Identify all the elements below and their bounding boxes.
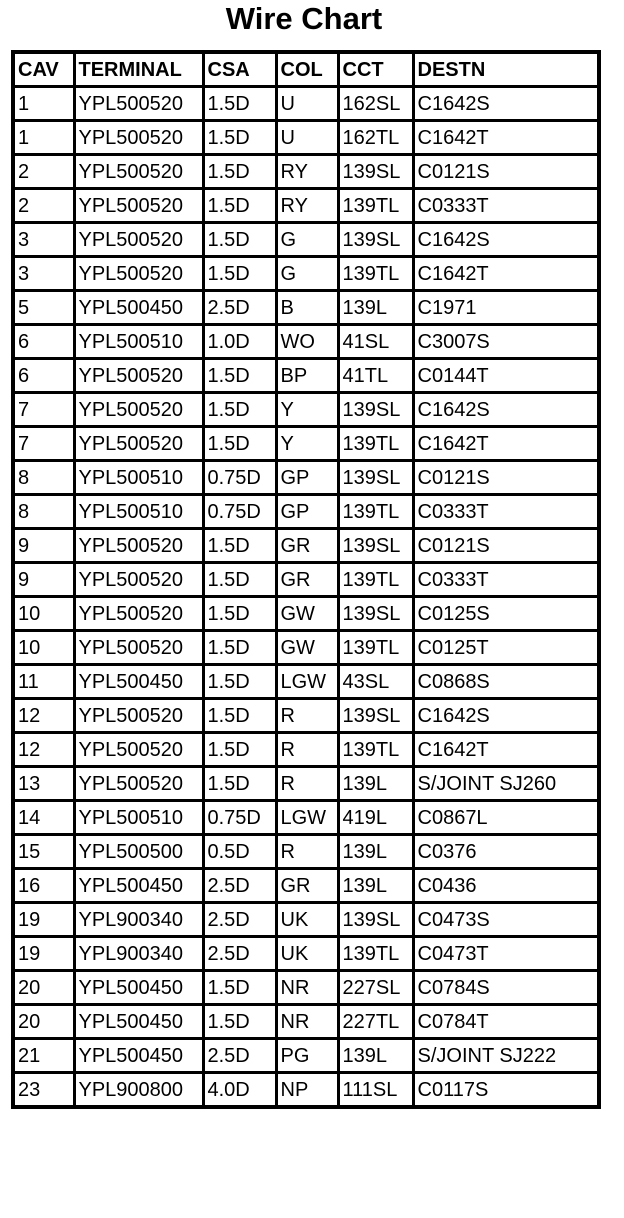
cell-terminal: YPL500520	[74, 155, 203, 189]
cell-cct: 139L	[338, 869, 413, 903]
table-row	[13, 665, 599, 699]
cell-csa: 0.75D	[203, 801, 276, 835]
cell-terminal: YPL500520	[74, 189, 203, 223]
cell-cav: 19	[13, 937, 74, 971]
cell-cct: 139SL	[338, 699, 413, 733]
cell-cav: 15	[13, 835, 74, 869]
cell-destn: C0473S	[413, 903, 599, 937]
table-row	[13, 461, 599, 495]
cell-cav: 9	[13, 529, 74, 563]
table-row	[13, 1039, 599, 1073]
cell-cct: 139SL	[338, 223, 413, 257]
cell-csa: 1.5D	[203, 665, 276, 699]
cell-cav: 10	[13, 631, 74, 665]
cell-terminal: YPL500450	[74, 869, 203, 903]
cell-cct: 227SL	[338, 971, 413, 1005]
table-row	[13, 801, 599, 835]
cell-cct: 162TL	[338, 121, 413, 155]
cell-destn: C1642T	[413, 733, 599, 767]
cell-terminal: YPL500520	[74, 257, 203, 291]
table-row	[13, 699, 599, 733]
table-row	[13, 903, 599, 937]
table-row	[13, 563, 599, 597]
cell-col: GW	[276, 631, 338, 665]
cell-terminal: YPL500450	[74, 291, 203, 325]
cell-destn: C0125T	[413, 631, 599, 665]
cell-col: GP	[276, 461, 338, 495]
cell-terminal: YPL500450	[74, 971, 203, 1005]
cell-cav: 1	[13, 87, 74, 121]
cell-destn: C0436	[413, 869, 599, 903]
table-row	[13, 835, 599, 869]
table-row	[13, 733, 599, 767]
cell-col: LGW	[276, 801, 338, 835]
cell-cav: 21	[13, 1039, 74, 1073]
cell-cct: 41TL	[338, 359, 413, 393]
cell-cct: 139TL	[338, 733, 413, 767]
cell-cav: 2	[13, 155, 74, 189]
cell-col: U	[276, 121, 338, 155]
table-row	[13, 87, 599, 121]
cell-terminal: YPL500510	[74, 495, 203, 529]
cell-terminal: YPL500520	[74, 597, 203, 631]
cell-csa: 1.5D	[203, 223, 276, 257]
cell-destn: C1642T	[413, 257, 599, 291]
cell-col: GR	[276, 563, 338, 597]
cell-cct: 139SL	[338, 903, 413, 937]
cell-cav: 12	[13, 733, 74, 767]
cell-destn: C0333T	[413, 563, 599, 597]
column-header-cct: CCT	[338, 52, 413, 87]
cell-destn: C0784T	[413, 1005, 599, 1039]
table-row	[13, 767, 599, 801]
cell-csa: 0.5D	[203, 835, 276, 869]
cell-cav: 3	[13, 257, 74, 291]
cell-terminal: YPL500450	[74, 1005, 203, 1039]
cell-terminal: YPL500520	[74, 733, 203, 767]
table-row	[13, 393, 599, 427]
cell-cct: 139SL	[338, 393, 413, 427]
cell-destn: C0117S	[413, 1073, 599, 1108]
table-row	[13, 529, 599, 563]
cell-col: RY	[276, 155, 338, 189]
cell-csa: 1.5D	[203, 427, 276, 461]
cell-csa: 1.5D	[203, 1005, 276, 1039]
cell-csa: 1.5D	[203, 121, 276, 155]
cell-cct: 139TL	[338, 937, 413, 971]
cell-col: UK	[276, 903, 338, 937]
cell-csa: 1.5D	[203, 393, 276, 427]
cell-destn: C0121S	[413, 529, 599, 563]
cell-csa: 1.5D	[203, 563, 276, 597]
cell-csa: 2.5D	[203, 937, 276, 971]
cell-cct: 419L	[338, 801, 413, 835]
cell-terminal: YPL500520	[74, 529, 203, 563]
column-header-csa: CSA	[203, 52, 276, 87]
cell-csa: 1.5D	[203, 631, 276, 665]
cell-col: G	[276, 223, 338, 257]
cell-destn: C1642T	[413, 427, 599, 461]
cell-terminal: YPL500520	[74, 393, 203, 427]
cell-destn: C0867L	[413, 801, 599, 835]
table-row	[13, 223, 599, 257]
cell-cct: 162SL	[338, 87, 413, 121]
page-title: Wire Chart	[225, 1, 383, 36]
cell-cct: 139L	[338, 291, 413, 325]
cell-destn: S/JOINT SJ222	[413, 1039, 599, 1073]
cell-terminal: YPL500520	[74, 563, 203, 597]
cell-destn: C1642S	[413, 699, 599, 733]
table-body	[13, 87, 599, 1108]
cell-destn: C0144T	[413, 359, 599, 393]
cell-csa: 1.5D	[203, 699, 276, 733]
cell-terminal: YPL500520	[74, 87, 203, 121]
cell-col: NR	[276, 971, 338, 1005]
cell-destn: C0121S	[413, 461, 599, 495]
cell-col: R	[276, 699, 338, 733]
cell-cav: 10	[13, 597, 74, 631]
table-row	[13, 325, 599, 359]
cell-terminal: YPL500520	[74, 359, 203, 393]
cell-cav: 8	[13, 461, 74, 495]
cell-destn: C1642S	[413, 223, 599, 257]
cell-cav: 14	[13, 801, 74, 835]
cell-col: NP	[276, 1073, 338, 1108]
cell-col: BP	[276, 359, 338, 393]
cell-destn: C0125S	[413, 597, 599, 631]
cell-destn: C0376	[413, 835, 599, 869]
cell-destn: C3007S	[413, 325, 599, 359]
table-row	[13, 495, 599, 529]
cell-col: GW	[276, 597, 338, 631]
cell-csa: 2.5D	[203, 291, 276, 325]
table-row	[13, 257, 599, 291]
cell-destn: C0333T	[413, 189, 599, 223]
cell-terminal: YPL900340	[74, 903, 203, 937]
cell-cct: 41SL	[338, 325, 413, 359]
cell-cct: 139TL	[338, 257, 413, 291]
cell-col: R	[276, 835, 338, 869]
table-row	[13, 971, 599, 1005]
cell-csa: 2.5D	[203, 1039, 276, 1073]
cell-cav: 13	[13, 767, 74, 801]
cell-cct: 139SL	[338, 461, 413, 495]
cell-terminal: YPL500520	[74, 767, 203, 801]
cell-col: WO	[276, 325, 338, 359]
column-header-col: COL	[276, 52, 338, 87]
column-header-terminal: TERMINAL	[74, 52, 203, 87]
cell-csa: 1.5D	[203, 733, 276, 767]
cell-csa: 1.5D	[203, 597, 276, 631]
cell-cav: 20	[13, 1005, 74, 1039]
cell-cav: 1	[13, 121, 74, 155]
cell-col: NR	[276, 1005, 338, 1039]
cell-terminal: YPL500520	[74, 631, 203, 665]
cell-col: PG	[276, 1039, 338, 1073]
cell-col: GR	[276, 869, 338, 903]
cell-csa: 1.5D	[203, 971, 276, 1005]
table-row	[13, 1005, 599, 1039]
column-header-destn: DESTN	[413, 52, 599, 87]
cell-csa: 2.5D	[203, 903, 276, 937]
cell-cav: 16	[13, 869, 74, 903]
cell-col: R	[276, 733, 338, 767]
cell-destn: C1642S	[413, 393, 599, 427]
cell-cct: 139TL	[338, 427, 413, 461]
cell-col: B	[276, 291, 338, 325]
cell-cct: 139SL	[338, 529, 413, 563]
cell-cav: 5	[13, 291, 74, 325]
cell-cav: 6	[13, 325, 74, 359]
cell-destn: C1642T	[413, 121, 599, 155]
table-row	[13, 631, 599, 665]
cell-csa: 0.75D	[203, 461, 276, 495]
cell-cct: 139TL	[338, 563, 413, 597]
cell-cct: 139TL	[338, 189, 413, 223]
cell-terminal: YPL500500	[74, 835, 203, 869]
cell-col: RY	[276, 189, 338, 223]
cell-destn: C0333T	[413, 495, 599, 529]
cell-cav: 7	[13, 427, 74, 461]
cell-cct: 139L	[338, 1039, 413, 1073]
cell-cct: 139TL	[338, 495, 413, 529]
table-row	[13, 291, 599, 325]
cell-cav: 9	[13, 563, 74, 597]
cell-cav: 12	[13, 699, 74, 733]
cell-csa: 1.5D	[203, 359, 276, 393]
cell-col: Y	[276, 393, 338, 427]
cell-destn: C1642S	[413, 87, 599, 121]
cell-cct: 139SL	[338, 155, 413, 189]
cell-col: GR	[276, 529, 338, 563]
cell-col: GP	[276, 495, 338, 529]
cell-cav: 3	[13, 223, 74, 257]
cell-cct: 139L	[338, 835, 413, 869]
cell-col: R	[276, 767, 338, 801]
cell-cav: 6	[13, 359, 74, 393]
table-header-row	[13, 52, 599, 87]
table-row	[13, 189, 599, 223]
cell-destn: C0784S	[413, 971, 599, 1005]
cell-cct: 227TL	[338, 1005, 413, 1039]
cell-csa: 1.0D	[203, 325, 276, 359]
cell-csa: 0.75D	[203, 495, 276, 529]
cell-cav: 23	[13, 1073, 74, 1108]
cell-cav: 2	[13, 189, 74, 223]
table-row	[13, 121, 599, 155]
cell-destn: C0473T	[413, 937, 599, 971]
table-row	[13, 597, 599, 631]
cell-cct: 111SL	[338, 1073, 413, 1108]
cell-terminal: YPL500510	[74, 325, 203, 359]
cell-cav: 11	[13, 665, 74, 699]
cell-col: G	[276, 257, 338, 291]
table-row	[13, 427, 599, 461]
cell-terminal: YPL500450	[74, 665, 203, 699]
cell-cav: 8	[13, 495, 74, 529]
cell-csa: 2.5D	[203, 869, 276, 903]
cell-cct: 139SL	[338, 597, 413, 631]
cell-terminal: YPL900800	[74, 1073, 203, 1108]
cell-cct: 43SL	[338, 665, 413, 699]
cell-terminal: YPL500520	[74, 699, 203, 733]
column-header-cav: CAV	[13, 52, 74, 87]
cell-col: Y	[276, 427, 338, 461]
cell-cct: 139TL	[338, 631, 413, 665]
cell-csa: 1.5D	[203, 529, 276, 563]
table-row	[13, 869, 599, 903]
cell-destn: C1971	[413, 291, 599, 325]
cell-csa: 1.5D	[203, 767, 276, 801]
cell-col: UK	[276, 937, 338, 971]
cell-csa: 1.5D	[203, 189, 276, 223]
cell-cav: 19	[13, 903, 74, 937]
table-row	[13, 937, 599, 971]
cell-csa: 1.5D	[203, 257, 276, 291]
table-row	[13, 155, 599, 189]
cell-terminal: YPL900340	[74, 937, 203, 971]
cell-col: U	[276, 87, 338, 121]
cell-csa: 1.5D	[203, 87, 276, 121]
cell-destn: C0868S	[413, 665, 599, 699]
cell-cav: 7	[13, 393, 74, 427]
cell-terminal: YPL500520	[74, 427, 203, 461]
table-row	[13, 359, 599, 393]
cell-col: LGW	[276, 665, 338, 699]
table-row	[13, 1073, 599, 1108]
cell-destn: C0121S	[413, 155, 599, 189]
wire-chart-table	[11, 50, 601, 1109]
cell-csa: 1.5D	[203, 155, 276, 189]
cell-cct: 139L	[338, 767, 413, 801]
cell-destn: S/JOINT SJ260	[413, 767, 599, 801]
cell-terminal: YPL500450	[74, 1039, 203, 1073]
cell-cav: 20	[13, 971, 74, 1005]
cell-terminal: YPL500520	[74, 121, 203, 155]
cell-terminal: YPL500510	[74, 461, 203, 495]
cell-csa: 4.0D	[203, 1073, 276, 1108]
cell-terminal: YPL500520	[74, 223, 203, 257]
cell-terminal: YPL500510	[74, 801, 203, 835]
